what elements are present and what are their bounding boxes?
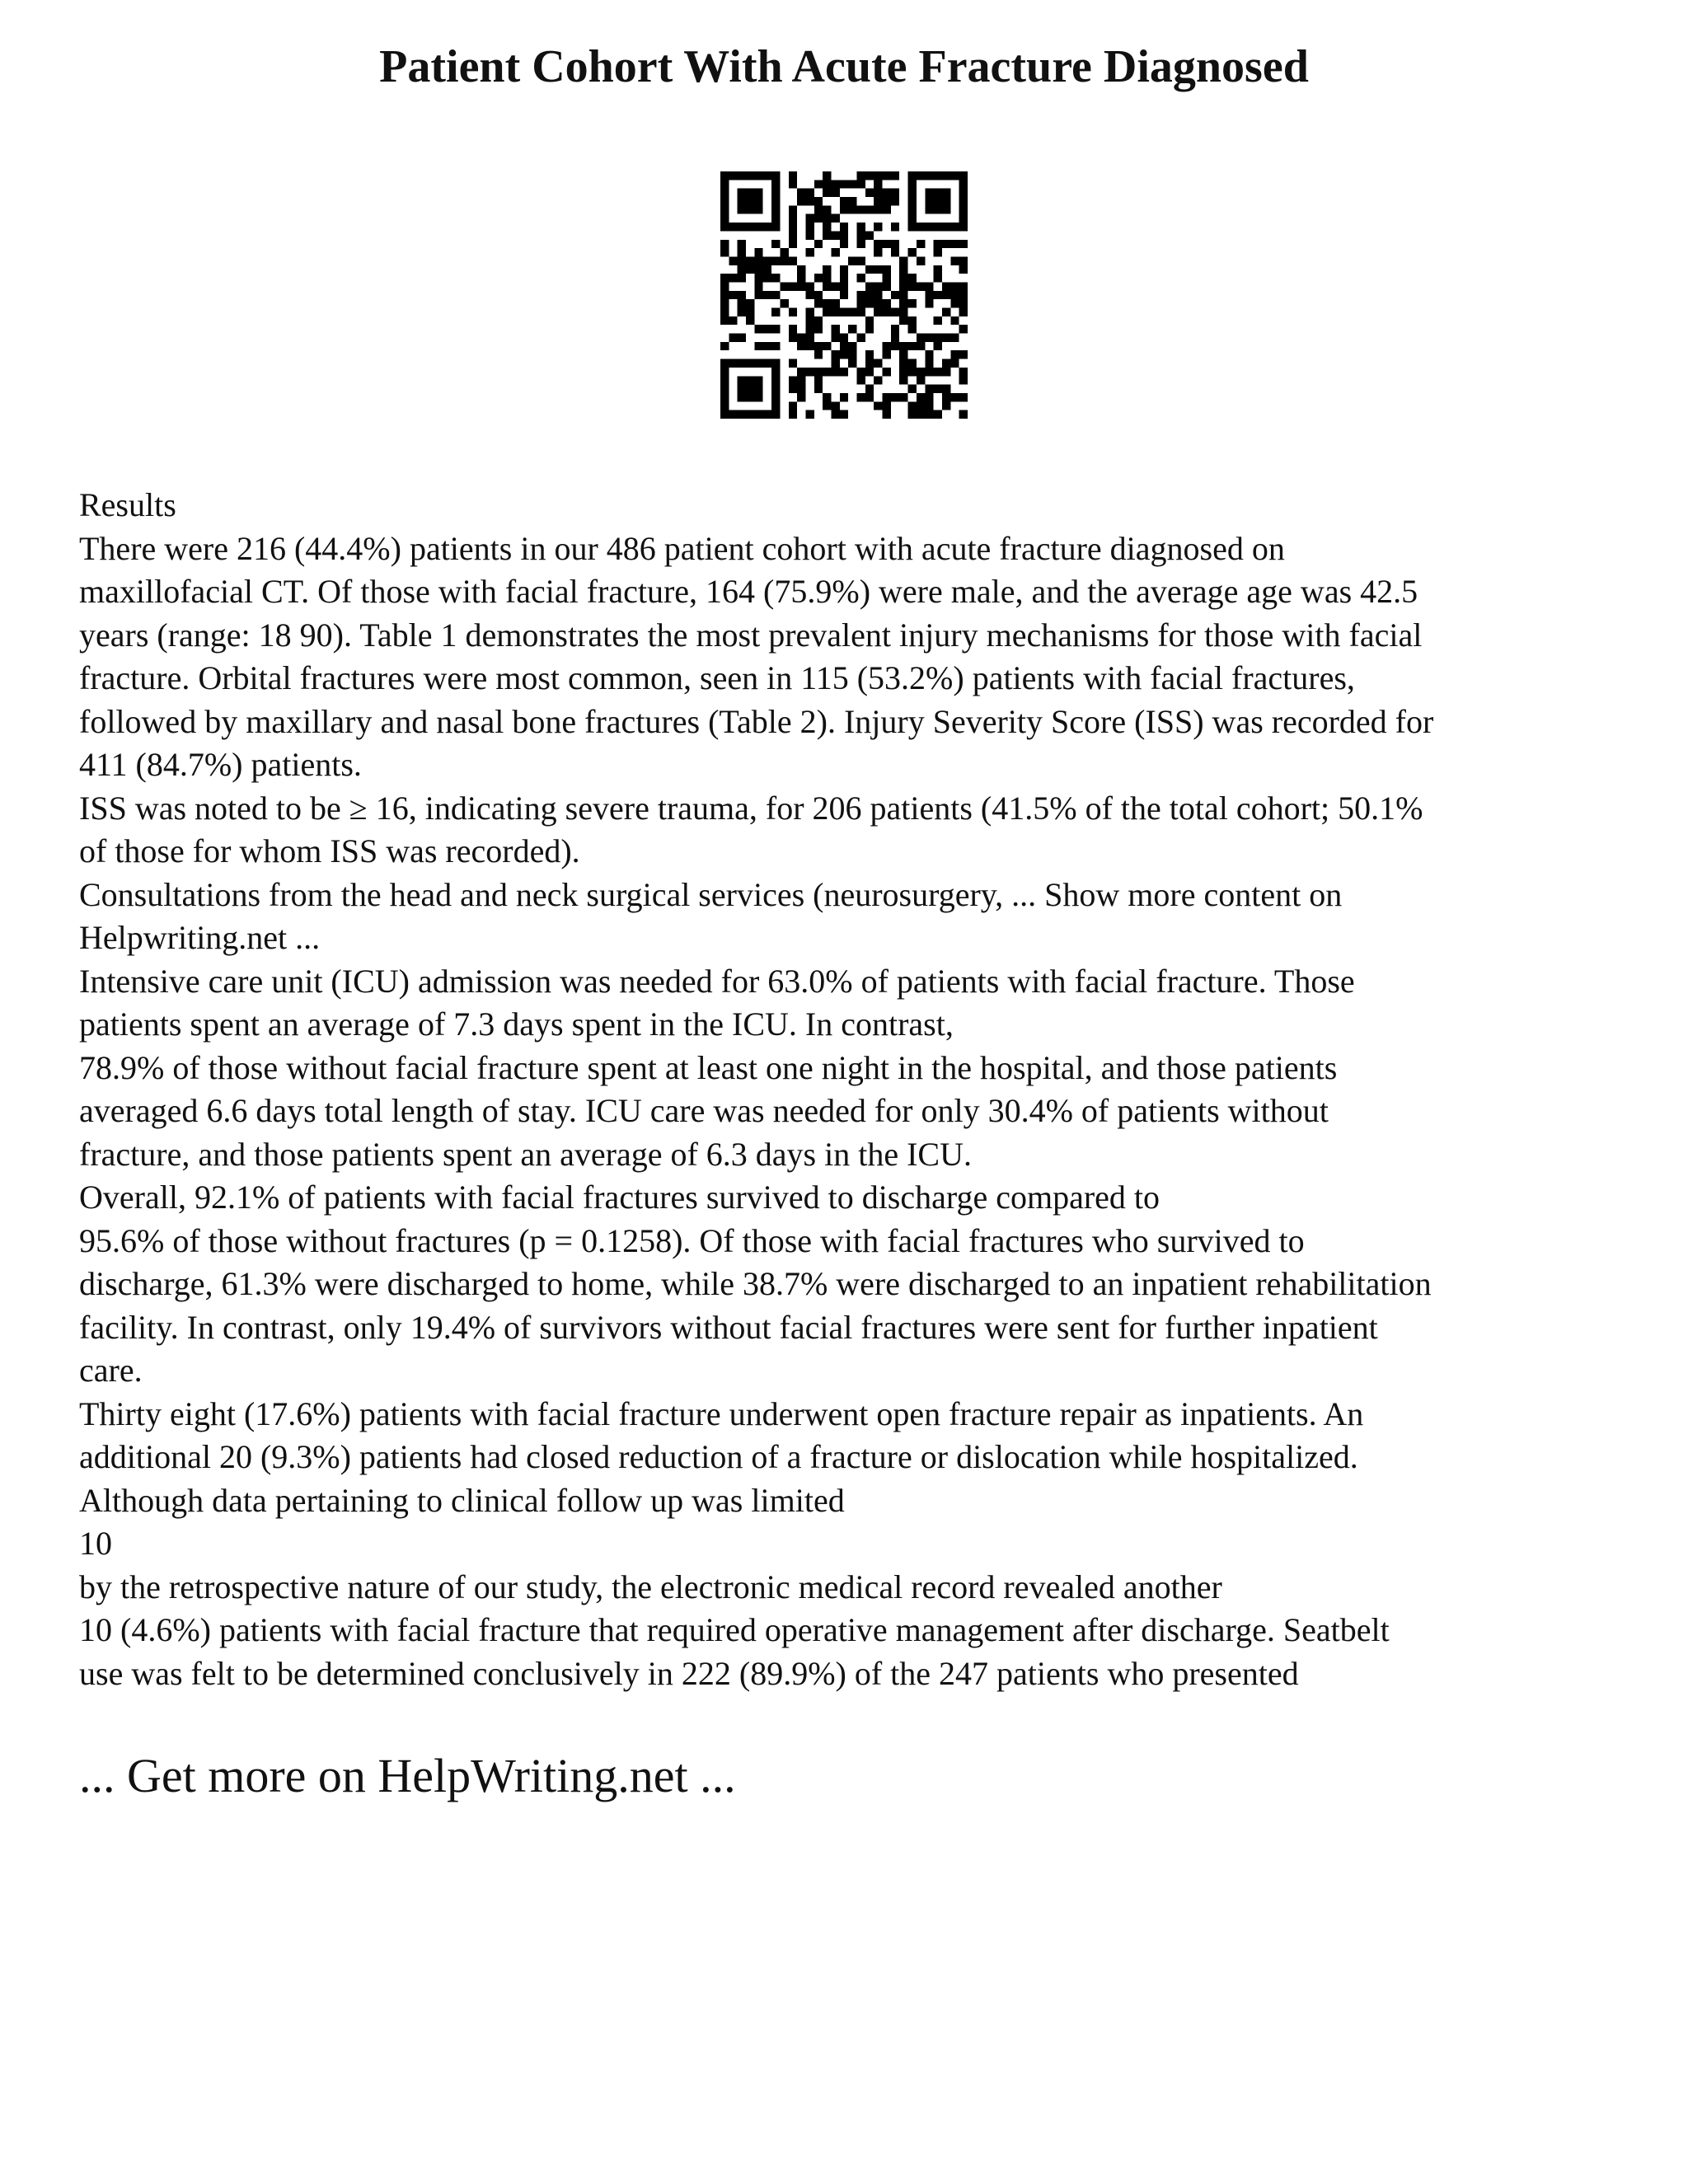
body-text-line: Overall, 92.1% of patients with facial fractures survived to discharge compared to (79, 1179, 1160, 1216)
body-text-line: facility. In contrast, only 19.4% of survivors without facial fractures were sent for further inpatient (79, 1308, 1378, 1346)
body-text-line: Although data pertaining to clinical follow up was limited (79, 1481, 845, 1519)
body-text-line: Consultations from the head and neck surgical services (neurosurgery, ... Show more content on (79, 875, 1343, 913)
body-text-line: fracture, and those patients spent an average of 6.3 days in the ICU. (79, 1135, 972, 1173)
results-body-text (79, 484, 1629, 1695)
get-more-link[interactable]: ... Get more on HelpWriting.net ... (79, 1749, 736, 1802)
body-text-line: ISS was noted to be ≥ 16, indicating severe trauma, for 206 patients (41.5% of the total cohort; 50.1% (79, 789, 1423, 827)
body-text-line: 10 (4.6%) patients with facial fracture that required operative management after discharge. Seatbelt (79, 1611, 1390, 1648)
body-text-line: use was felt to be determined conclusively in 222 (89.9%) of the 247 patients who presented (79, 1654, 1299, 1692)
body-text-line: 95.6% of those without fractures (p = 0.1258). Of those with facial fractures who survived to (79, 1221, 1305, 1259)
body-text-line: followed by maxillary and nasal bone fractures (Table 2). Injury Severity Score (ISS) was recorded for (79, 702, 1434, 740)
body-text-line: Thirty eight (17.6%) patients with facial fracture underwent open fracture repair as inpatients. An (79, 1394, 1364, 1432)
page-title: Patient Cohort With Acute Fracture Diagnosed (379, 41, 1309, 92)
body-text-line: additional 20 (9.3%) patients had closed reduction of a fracture or dislocation while hospitalized. (79, 1438, 1358, 1475)
body-text-line: Intensive care unit (ICU) admission was needed for 63.0% of patients with facial fracture. Those (79, 962, 1355, 1000)
body-text-line: There were 216 (44.4%) patients in our 486 patient cohort with acute fracture diagnosed on (79, 529, 1285, 567)
body-text-line: years (range: 18 90). Table 1 demonstrates the most prevalent injury mechanisms for those with facial (79, 616, 1423, 654)
body-text-line: fracture. Orbital fractures were most common, seen in 115 (53.2%) patients with facial fractures, (79, 659, 1355, 696)
body-text-line: discharge, 61.3% were discharged to home, while 38.7% were discharged to an inpatient rehabilitation (79, 1265, 1432, 1302)
qr-code-icon[interactable] (720, 171, 968, 419)
body-text-line: by the retrospective nature of our study, the electronic medical record revealed another (79, 1568, 1222, 1605)
body-text-line: 78.9% of those without facial fracture spent at least one night in the hospital, and those patients (79, 1048, 1338, 1086)
body-text-line: maxillofacial CT. Of those with facial fracture, 164 (75.9%) were male, and the average age was 42.5 (79, 573, 1418, 610)
body-text-line: patients spent an average of 7.3 days spent in the ICU. In contrast, (79, 1005, 954, 1043)
body-text-line: of those for whom ISS was recorded). (79, 832, 580, 869)
body-text-line: care. (79, 1352, 143, 1389)
body-text-line: 411 (84.7%) patients. (79, 746, 362, 783)
body-text-line: Helpwriting.net ... (79, 919, 321, 956)
body-text-line: Results (79, 486, 176, 523)
body-text-line: 10 (79, 1525, 112, 1562)
body-text-line: averaged 6.6 days total length of stay. ICU care was needed for only 30.4% of patients without (79, 1092, 1329, 1129)
